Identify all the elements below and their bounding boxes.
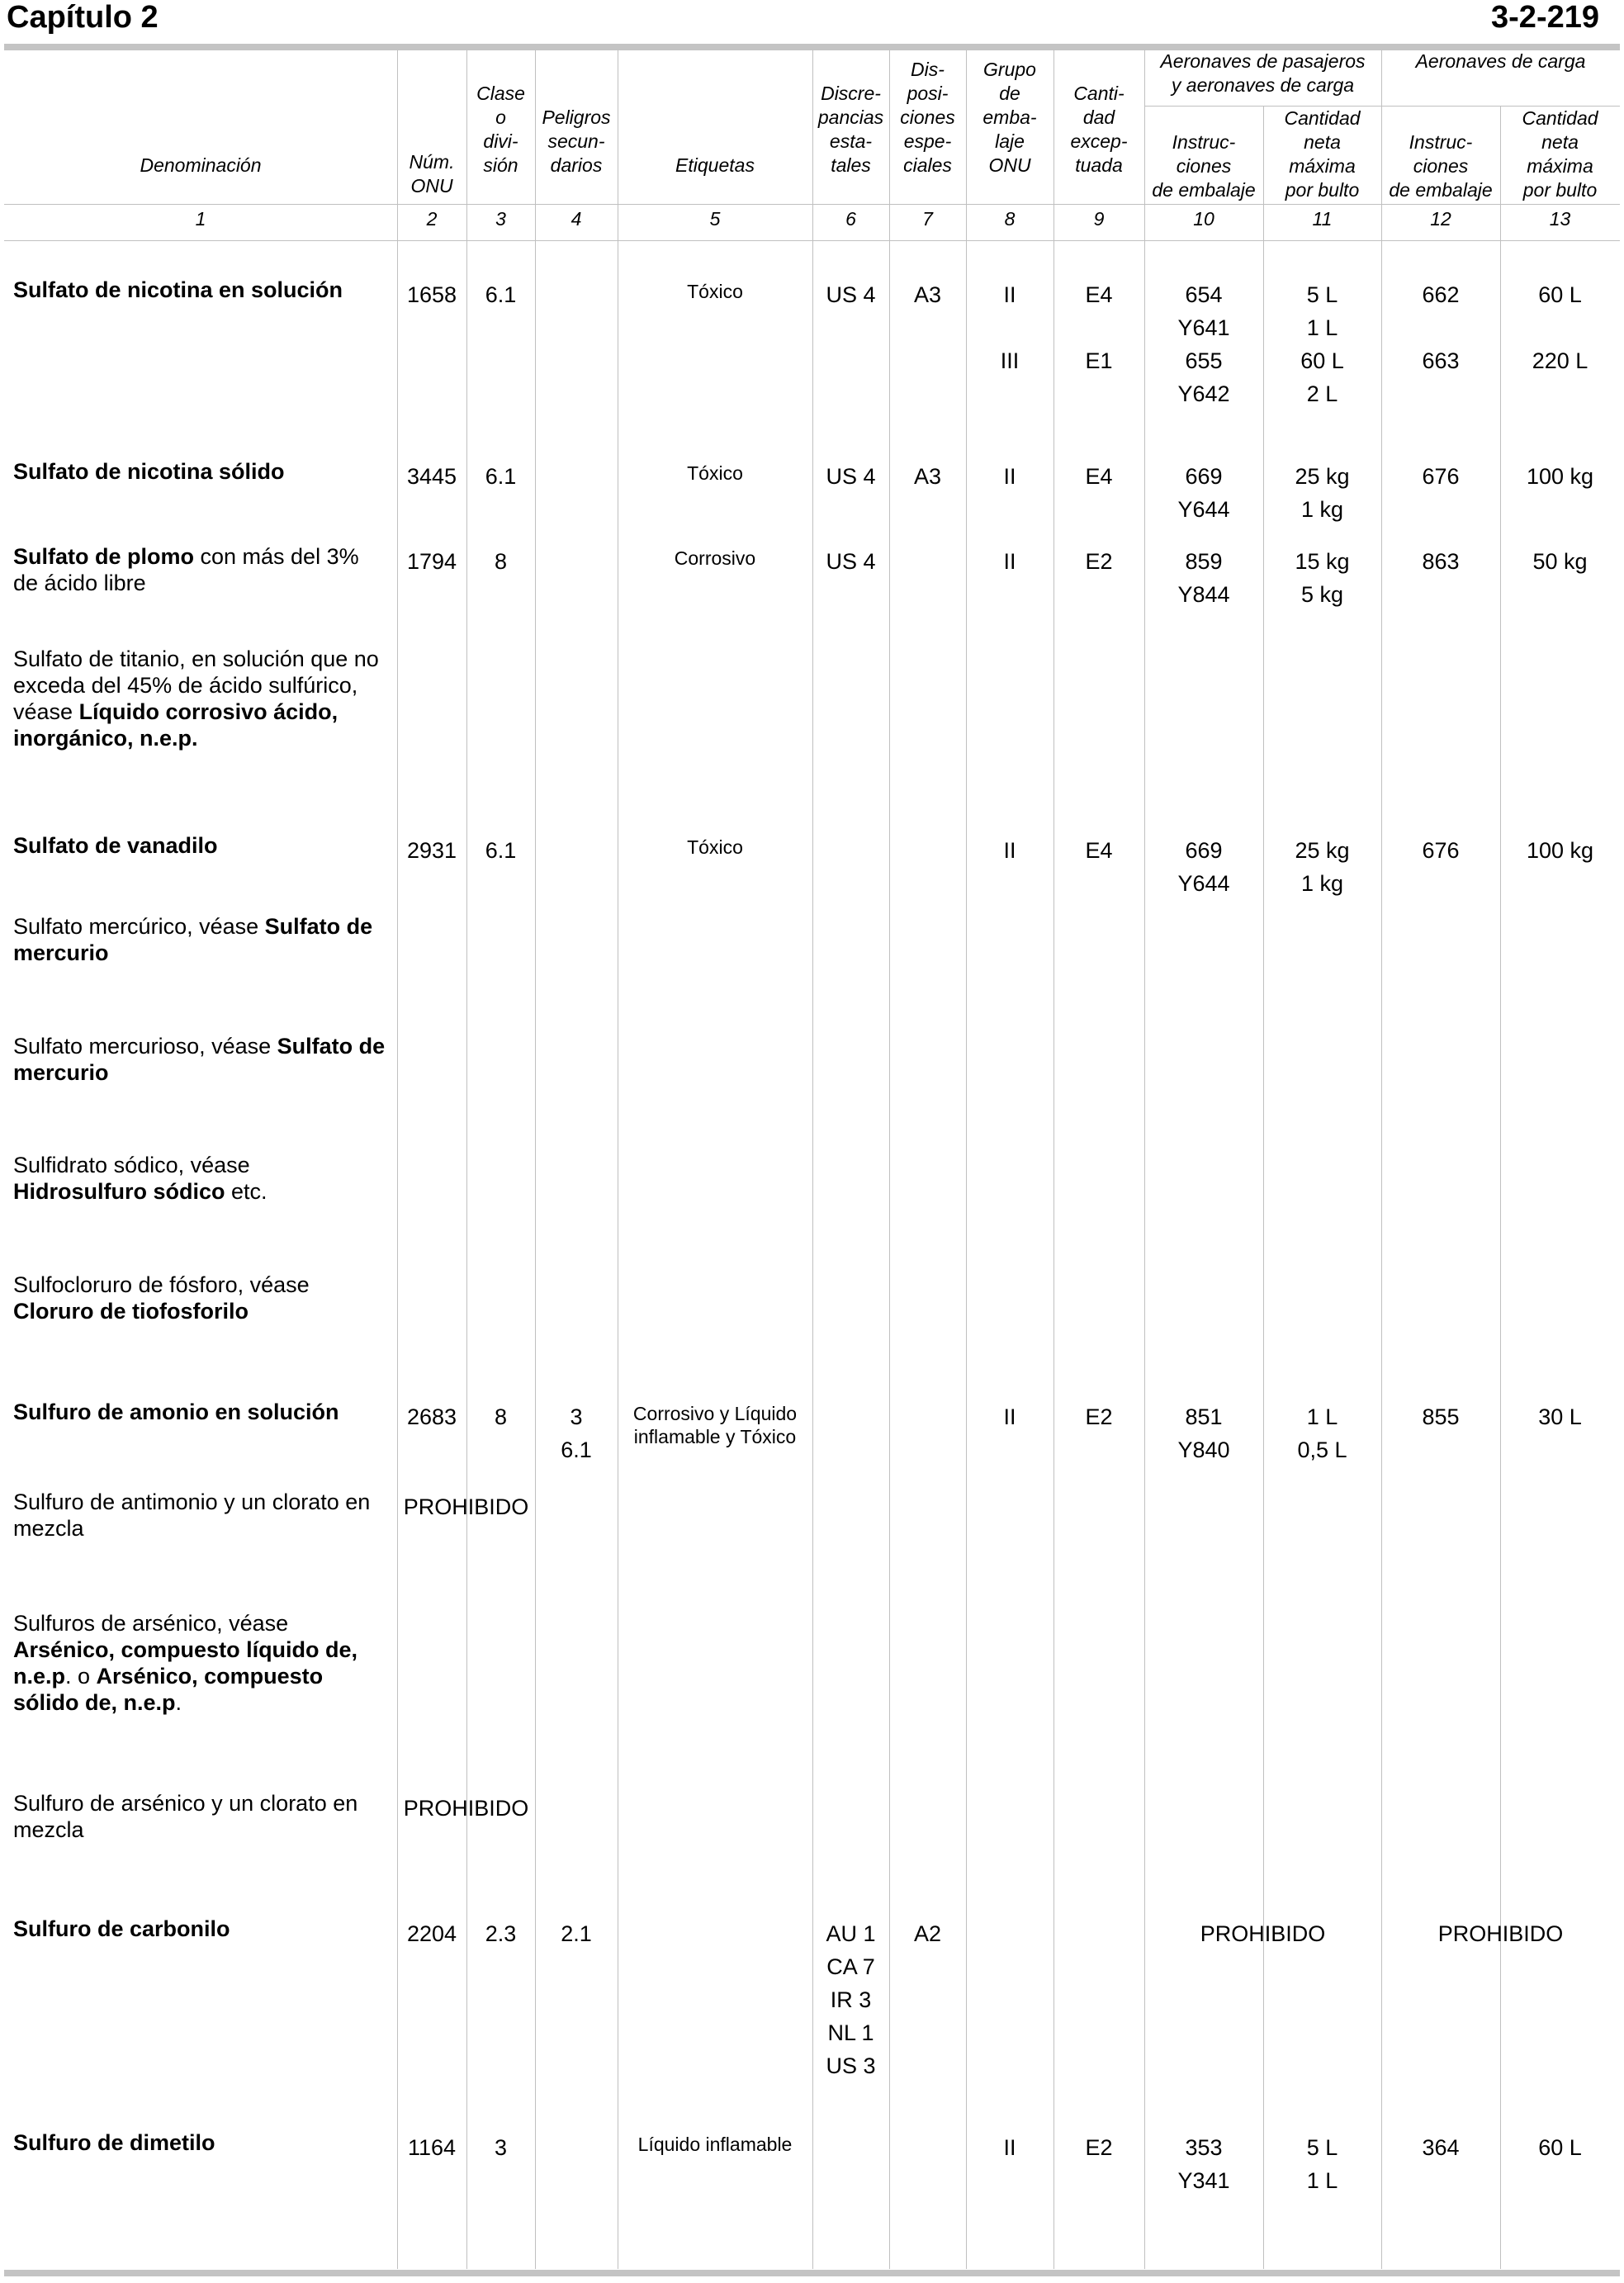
name-part: . xyxy=(175,1690,182,1715)
hazard-label: Corrosivo xyxy=(674,547,756,569)
max-net-quantity-passenger: 5 L xyxy=(1306,282,1338,307)
excepted-quantity: E4 xyxy=(1085,838,1113,863)
header-group-carga: Aeronaves de carga xyxy=(1415,50,1586,72)
column-number: 4 xyxy=(571,208,582,230)
max-net-quantity-cargo: 60 L xyxy=(1538,282,1582,307)
substance-name xyxy=(13,646,389,751)
hazard-class: 6.1 xyxy=(485,282,517,307)
subsidiary-hazard: 3 xyxy=(570,1404,583,1429)
name-bold-part: Sulfato de mercurio xyxy=(13,1034,386,1085)
hazard-class: 3 xyxy=(494,2135,508,2160)
state-variation: US 4 xyxy=(826,464,876,489)
substance-name xyxy=(13,2129,389,2156)
special-provision: A3 xyxy=(913,282,942,307)
packing-instruction-cargo: 676 xyxy=(1422,464,1460,489)
max-net-quantity-passenger: 60 L xyxy=(1300,348,1344,373)
hazard-class: 2.3 xyxy=(485,1921,517,1946)
substance-name xyxy=(13,277,389,303)
hazard-class: 6.1 xyxy=(485,838,517,863)
column-number: 13 xyxy=(1549,208,1571,230)
name-part: Sulfato mercúrico, véase xyxy=(13,914,265,939)
hazard-class: 8 xyxy=(494,549,508,574)
name-bold-part: Sulfuro de amonio en solución xyxy=(13,1400,339,1424)
substance-name xyxy=(13,1033,389,1086)
un-number: 3445 xyxy=(406,464,457,489)
name-bold-part: Sulfato de nicotina en solución xyxy=(13,277,343,302)
substance-name xyxy=(13,1272,389,1324)
column-number: 6 xyxy=(845,208,856,230)
packing-instruction-passenger: 669 xyxy=(1185,838,1223,863)
special-provision: A3 xyxy=(913,464,942,489)
forbidden-cargo: PROHIBIDO xyxy=(1437,1921,1564,1946)
max-net-quantity-passenger: 2 L xyxy=(1306,381,1338,406)
state-variation: NL 1 xyxy=(827,2020,874,2045)
packing-group: II xyxy=(1003,1404,1016,1429)
packing-instruction-passenger: Y844 xyxy=(1177,582,1230,607)
column-number: 5 xyxy=(709,208,721,230)
state-variation: AU 1 xyxy=(826,1921,876,1946)
excepted-quantity: E4 xyxy=(1085,464,1113,489)
max-net-quantity-passenger: 1 L xyxy=(1306,315,1338,340)
header-instrucciones-pasajeros: Instruc- ciones de embalaje xyxy=(1152,131,1256,201)
header-denominacion: Denominación xyxy=(140,154,262,176)
packing-instruction-cargo: 676 xyxy=(1422,838,1460,863)
bottom-rule xyxy=(4,2270,1620,2276)
substance-name xyxy=(13,832,389,859)
packing-instruction-passenger: Y341 xyxy=(1177,2168,1230,2193)
state-variation: US 4 xyxy=(826,549,876,574)
excepted-quantity: E2 xyxy=(1085,2135,1113,2160)
packing-group: III xyxy=(1000,348,1020,373)
un-number: 2931 xyxy=(406,838,457,863)
substance-name xyxy=(13,913,389,966)
name-part: Sulfuro de arsénico y un clorato en mezcla xyxy=(13,1791,358,1842)
subsidiary-hazard: 2.1 xyxy=(561,1921,592,1946)
packing-instruction-cargo: 663 xyxy=(1422,348,1460,373)
excepted-quantity: E2 xyxy=(1085,549,1113,574)
substance-name xyxy=(13,1916,389,1942)
col-divider xyxy=(966,50,967,2269)
excepted-quantity: E2 xyxy=(1085,1404,1113,1429)
header-group-pasajeros: Aeronaves de pasajeros y aeronaves de carga xyxy=(1160,50,1366,96)
name-bold-part: Sulfato de mercurio xyxy=(13,914,373,965)
state-variation: CA 7 xyxy=(826,1954,875,1979)
max-net-quantity-cargo: 30 L xyxy=(1538,1404,1582,1429)
header-instrucciones-carga: Instruc- ciones de embalaje xyxy=(1389,131,1493,201)
column-number: 11 xyxy=(1312,208,1333,230)
substance-name xyxy=(13,1152,389,1205)
name-part: etc. xyxy=(225,1179,268,1204)
un-number: 1164 xyxy=(407,2135,457,2160)
packing-instruction-passenger: 654 xyxy=(1185,282,1223,307)
header-cantidad-pasajeros: Cantidad neta máxima por bulto xyxy=(1284,107,1361,201)
substance-name xyxy=(13,458,389,485)
packing-instruction-passenger: Y641 xyxy=(1177,315,1230,340)
max-net-quantity-passenger: 25 kg xyxy=(1295,464,1350,489)
substance-name xyxy=(13,543,389,596)
max-net-quantity-cargo: 220 L xyxy=(1532,348,1588,373)
name-bold-part: Sulfato de nicotina sólido xyxy=(13,459,285,484)
packing-group: II xyxy=(1003,2135,1016,2160)
header-etiquetas: Etiquetas xyxy=(675,154,755,176)
name-part: Sulfidrato sódico, véase xyxy=(13,1153,250,1177)
substance-name xyxy=(13,1399,389,1425)
name-bold-part: Hidrosulfuro sódico xyxy=(13,1179,225,1204)
packing-instruction-cargo: 863 xyxy=(1422,549,1460,574)
column-number: 10 xyxy=(1193,208,1214,230)
name-bold-part: Sulfuro de carbonilo xyxy=(13,1916,230,1941)
packing-instruction-passenger: Y840 xyxy=(1177,1438,1230,1462)
max-net-quantity-passenger: 0,5 L xyxy=(1297,1438,1347,1462)
packing-group: II xyxy=(1003,282,1016,307)
hazard-label: Tóxico xyxy=(687,462,743,484)
forbidden-text: PROHIBIDO xyxy=(403,1796,529,1821)
max-net-quantity-cargo: 100 kg xyxy=(1526,464,1594,489)
header-clase: Clase o divi- sión xyxy=(476,83,525,176)
header-grupo-embalaje: Grupo de emba- laje ONU xyxy=(982,59,1037,176)
substance-name xyxy=(13,1489,389,1542)
max-net-quantity-passenger: 1 kg xyxy=(1300,497,1344,522)
max-net-quantity-passenger: 5 kg xyxy=(1300,582,1344,607)
state-variation: US 4 xyxy=(826,282,876,307)
un-number: 1658 xyxy=(406,282,457,307)
column-number: 7 xyxy=(922,208,933,230)
packing-group: II xyxy=(1003,549,1016,574)
state-variation: IR 3 xyxy=(830,1987,872,2012)
max-net-quantity-cargo: 60 L xyxy=(1538,2135,1582,2160)
hazard-label: Tóxico xyxy=(687,281,743,302)
packing-instruction-passenger: 669 xyxy=(1185,464,1223,489)
un-number: 2204 xyxy=(406,1921,457,1946)
packing-group: II xyxy=(1003,464,1016,489)
packing-instruction-cargo: 364 xyxy=(1422,2135,1460,2160)
max-net-quantity-passenger: 1 L xyxy=(1306,2168,1338,2193)
header-separator xyxy=(4,204,1620,205)
packing-instruction-passenger: 859 xyxy=(1185,549,1223,574)
name-part: Sulfuros de arsénico, véase xyxy=(13,1611,289,1636)
column-number: 8 xyxy=(1004,208,1016,230)
packing-instruction-passenger: Y644 xyxy=(1177,497,1230,522)
packing-instruction-passenger: 655 xyxy=(1185,348,1223,373)
page-number: 3-2-219 xyxy=(1491,0,1599,35)
header-cantidad-carga: Cantidad neta máxima por bulto xyxy=(1522,107,1598,201)
name-bold-part: Arsénico, compuesto líquido de, n.e.p xyxy=(13,1637,358,1689)
column-number: 3 xyxy=(495,208,506,230)
column-number: 2 xyxy=(426,208,438,230)
header-disposiciones: Dis- posi- ciones espe- ciales xyxy=(900,59,955,176)
packing-instruction-passenger: Y644 xyxy=(1177,871,1230,896)
max-net-quantity-cargo: 100 kg xyxy=(1526,838,1594,863)
packing-instruction-passenger: 353 xyxy=(1185,2135,1223,2160)
state-variation: US 3 xyxy=(826,2053,876,2078)
max-net-quantity-passenger: 5 L xyxy=(1306,2135,1338,2160)
column-number: 12 xyxy=(1430,208,1451,230)
special-provision: A2 xyxy=(913,1921,942,1946)
header-num-onu: Núm. ONU xyxy=(409,151,455,197)
hazard-label: Corrosivo y Líquido inflamable y Tóxico xyxy=(632,1403,798,1447)
excepted-quantity: E1 xyxy=(1085,348,1113,373)
name-part: . o xyxy=(65,1664,97,1689)
substance-name xyxy=(13,1790,389,1843)
hazard-label: Tóxico xyxy=(687,836,743,858)
un-number: 2683 xyxy=(406,1404,457,1429)
col-divider xyxy=(1053,50,1054,2269)
column-number-separator xyxy=(4,240,1620,241)
hazard-label: Líquido inflamable xyxy=(637,2134,793,2155)
packing-instruction-cargo: 855 xyxy=(1422,1404,1460,1429)
max-net-quantity-passenger: 1 kg xyxy=(1300,871,1344,896)
packing-instruction-passenger: Y642 xyxy=(1177,381,1230,406)
header-discrepancias: Discre- pancias esta- tales xyxy=(817,83,884,176)
name-part: con más del 3% de ácido libre xyxy=(13,544,359,595)
column-number: 9 xyxy=(1093,208,1105,230)
excepted-quantity: E4 xyxy=(1085,282,1113,307)
column-number: 1 xyxy=(195,208,206,230)
header-peligros: Peligros secun- darios xyxy=(542,107,611,176)
name-part: Sulfato de titanio, en solución que no exceda del 45% de ácido sulfúrico, véase xyxy=(13,647,379,724)
forbidden-passenger: PROHIBIDO xyxy=(1200,1921,1326,1946)
name-part: Sulfato mercurioso, véase xyxy=(13,1034,277,1059)
max-net-quantity-cargo: 50 kg xyxy=(1532,549,1588,574)
name-bold-part: Cloruro de tiofosforilo xyxy=(13,1299,249,1324)
name-bold-part: Líquido corrosivo ácido, inorgánico, n.e.p. xyxy=(13,699,339,751)
packing-instruction-cargo: 662 xyxy=(1422,282,1460,307)
max-net-quantity-passenger: 25 kg xyxy=(1295,838,1350,863)
forbidden-text: PROHIBIDO xyxy=(403,1494,529,1519)
un-number: 1794 xyxy=(406,549,457,574)
max-net-quantity-passenger: 15 kg xyxy=(1295,549,1350,574)
max-net-quantity-passenger: 1 L xyxy=(1306,1404,1338,1429)
name-bold-part: Sulfato de vanadilo xyxy=(13,833,218,858)
subsidiary-hazard: 6.1 xyxy=(561,1438,592,1462)
packing-instruction-passenger: 851 xyxy=(1185,1404,1223,1429)
chapter-title: Capítulo 2 xyxy=(7,0,159,35)
name-bold-part: Arsénico, compuesto sólido de, n.e.p xyxy=(13,1664,324,1715)
substance-name xyxy=(13,1610,389,1716)
packing-group: II xyxy=(1003,838,1016,863)
name-part: Sulfuro de antimonio y un clorato en mezcla xyxy=(13,1490,371,1541)
hazard-class: 6.1 xyxy=(485,464,517,489)
name-part: Sulfocloruro de fósforo, véase xyxy=(13,1272,310,1297)
name-bold-part: Sulfuro de dimetilo xyxy=(13,2130,215,2155)
hazard-class: 8 xyxy=(494,1404,508,1429)
name-bold-part: Sulfato de plomo xyxy=(13,544,194,569)
header-cantidad-exceptuada: Canti- dad excep- tuada xyxy=(1070,83,1128,176)
